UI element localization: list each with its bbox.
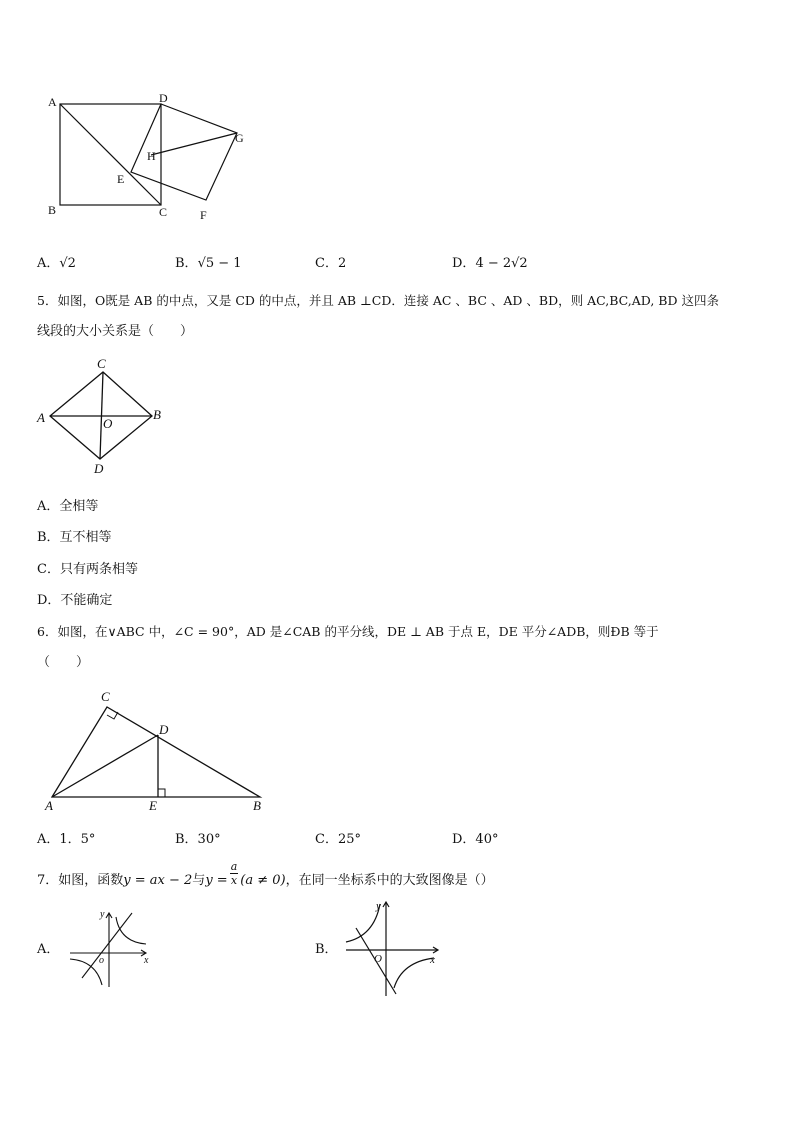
q6-question-line1: 6．如图，在∨ABC 中，∠C = 90°，AD 是∠CAB 的平分线，DE ⊥ AB 于点 E，DE 平分∠ADB，则ÐB 等于: [37, 624, 659, 639]
q7b-x-label: x: [430, 954, 435, 966]
q4-option-d-prefix: D．: [452, 256, 476, 271]
q5-option-a: A．全相等: [37, 499, 99, 514]
q4-label-e: E: [117, 172, 125, 186]
q6-option-b: B．30°: [175, 832, 221, 847]
q7-equation-inverse-lhs: y =: [205, 873, 228, 888]
q7-fraction-numerator: a: [230, 860, 238, 873]
q6-geometry-figure: [40, 685, 275, 815]
q7a-hyperbola-upper: [116, 917, 146, 944]
q7b-origin-label: O: [374, 953, 382, 965]
q7a-line: [82, 913, 132, 978]
q5-label-a: A: [37, 410, 45, 425]
q7a-y-label: y: [100, 909, 105, 920]
q4-geometry-figure: [40, 88, 260, 228]
q7-text-part3: ，在同一坐标系中的大致图像是（）: [285, 873, 494, 888]
q4-segment-ac: [60, 104, 161, 205]
q6-label-a: A: [45, 798, 53, 813]
q4-option-d-value: 4 − 2√2: [475, 256, 528, 271]
q5-geometry-figure: [34, 353, 169, 473]
q4-option-c: [315, 255, 346, 273]
q4-option-a-value: √2: [59, 256, 76, 271]
q4-option-b-prefix: B．: [175, 256, 198, 271]
q7a-x-label: x: [144, 955, 149, 966]
q6-label-b: B: [253, 798, 261, 813]
q7-fraction-denominator: x: [230, 874, 238, 887]
q6-label-e: E: [149, 798, 157, 813]
q4-label-g: G: [235, 131, 244, 145]
q7-option-b-label: B．: [315, 942, 338, 957]
q7-option-a-label: A．: [37, 942, 60, 957]
q4-option-d: [452, 255, 528, 273]
q4-label-f: F: [200, 208, 207, 222]
q7-equation-condition: (a ≠ 0): [240, 873, 286, 888]
q5-label-d: D: [94, 461, 104, 473]
q6-triangle-abc: [52, 707, 260, 797]
q6-option-a: A．1．5°: [37, 832, 96, 847]
q6-question-line2: （ ）: [37, 655, 90, 670]
q5-question-line2: 线段的大小关系是（ ）: [37, 324, 194, 339]
q4-option-a: [37, 255, 76, 273]
q5-question-line1: 5．如图，O既是 AB 的中点，又是 CD 的中点，并且 AB ⊥CD．连接 AC 、BC 、AD 、BD，则 AC,BC,AD, BD 这四条: [37, 293, 719, 308]
q4-option-a-prefix: A．: [37, 256, 60, 271]
q4-option-b: [175, 255, 242, 273]
q7-question-line: [37, 860, 494, 896]
q4-label-a: A: [48, 95, 57, 109]
q4-label-d: D: [159, 91, 168, 105]
q6-option-d: D．40°: [452, 832, 499, 847]
q7-fraction: [230, 860, 239, 887]
q5-option-d: D．不能确定: [37, 593, 113, 608]
q7-text-part1: 7．如图，函数: [37, 873, 124, 888]
q7-option-a-graph: [64, 907, 154, 991]
q6-option-c: C．25°: [315, 832, 361, 847]
q5-label-c: C: [97, 356, 106, 371]
q4-option-b-value: √5 − 1: [197, 256, 242, 271]
q4-label-h: H: [147, 149, 156, 163]
q7b-hyperbola-lower: [394, 958, 434, 988]
q7b-hyperbola-upper: [346, 904, 380, 942]
q4-option-c-prefix: C．: [315, 256, 338, 271]
q5-label-b: B: [153, 407, 161, 422]
q6-right-angle-e: [158, 789, 165, 797]
q7-equation-linear: y = ax − 2: [123, 873, 193, 888]
q7-option-b-graph: [340, 896, 448, 1002]
q6-label-c: C: [101, 689, 110, 704]
q7a-origin-label: o: [99, 955, 104, 966]
q5-option-c: C．只有两条相等: [37, 562, 138, 577]
q7b-y-label: y: [376, 900, 381, 912]
q6-segment-ad: [52, 735, 158, 797]
q4-option-c-value: 2: [337, 256, 347, 271]
q4-label-c: C: [159, 205, 168, 219]
q6-label-d: D: [159, 722, 169, 737]
q5-option-b: B．互不相等: [37, 530, 112, 545]
q5-label-o: O: [103, 416, 113, 431]
q4-label-b: B: [48, 203, 57, 217]
q4-segment-hg: [151, 133, 237, 155]
q7-text-part2: 与: [192, 873, 206, 888]
